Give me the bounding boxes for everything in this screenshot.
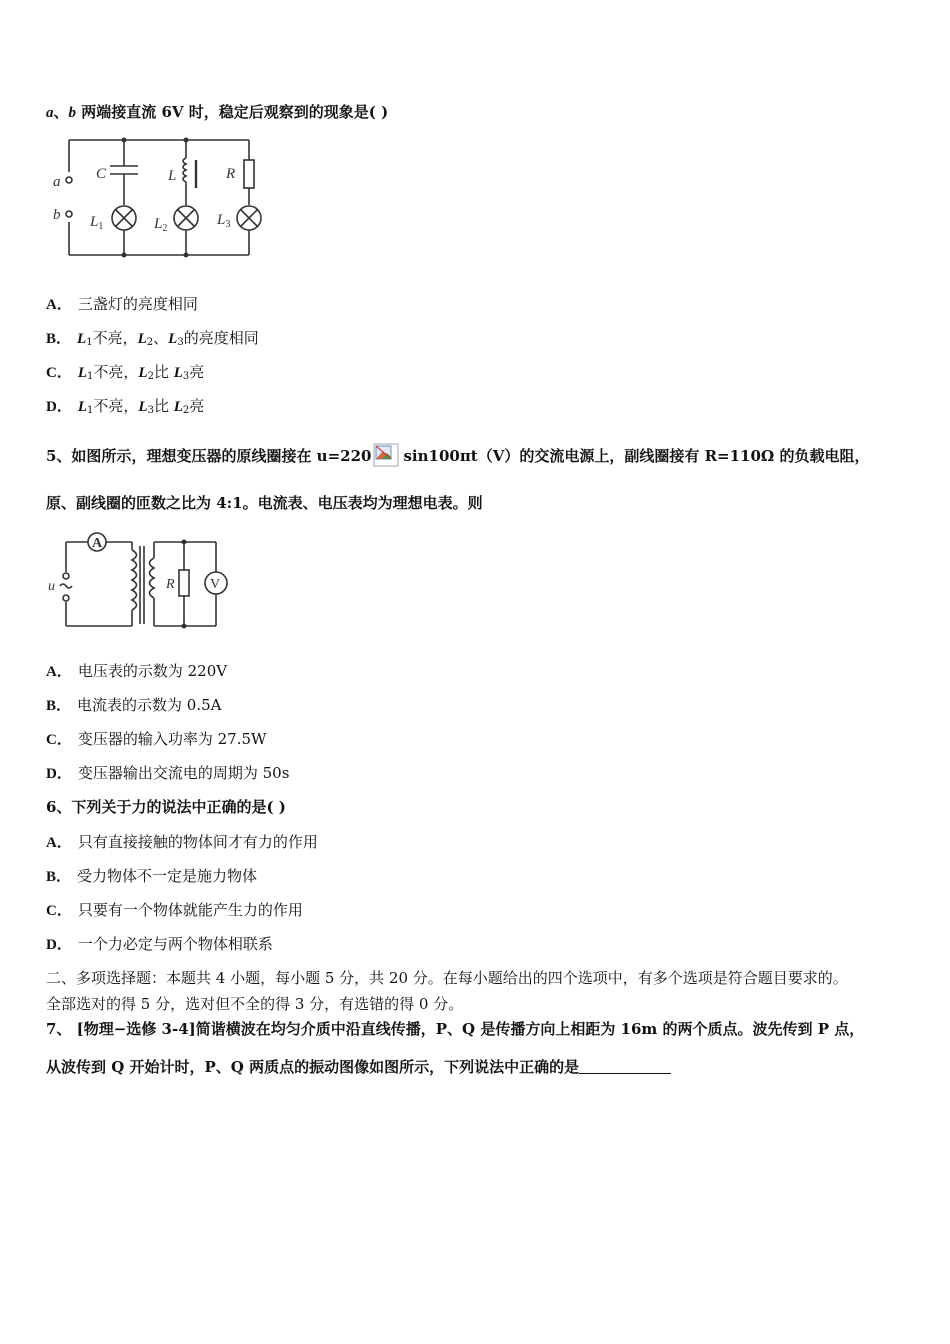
q4-stem xyxy=(46,102,388,123)
q6-option-d: D． 一个力必定与两个物体相联系 xyxy=(46,935,273,953)
q5-option-c: C． 变压器的输入功率为 27.5W xyxy=(46,730,267,748)
q4-option-d: D． $L_1$不亮，$L_3$比 $L_2$亮 xyxy=(46,397,205,416)
q5-option-a: A． 电压表的示数为 220V xyxy=(46,662,228,680)
q5-ammeter-label: A xyxy=(92,536,103,551)
q7-stem-line1: 7、 [物理−选修 3-4]简谐横波在均匀介质中沿直线传播，P、Q 是传播方向上相距为 16m 的两个质点。波先传到 P 点， xyxy=(46,1020,865,1038)
q4-var-b: b xyxy=(68,105,77,121)
q4-lamp2-label: $L_2$ xyxy=(154,216,168,234)
q6-option-b: B． 受力物体不一定是施力物体 xyxy=(46,867,258,885)
q5-stem-line2: 原、副线圈的匝数之比为 4:1。电流表、电压表均为理想电表。则 xyxy=(46,494,483,512)
q4-terminal-b-label: b xyxy=(53,207,61,223)
section2-instructions-line2: 全部选对的得 5 分，选对但不全的得 3 分，有选错的得 0 分。 xyxy=(46,995,464,1013)
q7-stem-line2: 从波传到 Q 开始计时，P、Q 两质点的振动图像如图所示，下列说法中正确的是 xyxy=(46,1057,671,1077)
q5-option-b: B． 电流表的示数为 0.5A xyxy=(46,696,222,714)
q4-option-a: A． 三盏灯的亮度相同 xyxy=(46,295,198,313)
section2-instructions-line1: 二、多项选择题：本题共 4 小题，每小题 5 分，共 20 分。在每小题给出的四个选项中，有多个选项是符合题目要求的。 xyxy=(46,969,848,987)
q4-stem-text: 两端接直流 6V 时，稳定后观察到的现象是( ) xyxy=(76,103,389,121)
q4-inductor-label: L xyxy=(168,168,177,184)
q4-var-a: a xyxy=(46,105,54,121)
q6-option-c: C． 只要有一个物体就能产生力的作用 xyxy=(46,901,303,919)
q4-lamp1-label: $L_1$ xyxy=(90,214,104,232)
q4-sep: 、 xyxy=(53,103,69,121)
q5-stem-line1: 5、如图所示，理想变压器的原线圈接在 u=220 sin100πt（V）的交流电源上，副线圈接有 R=110Ω 的负载电阻， xyxy=(46,443,870,467)
q5-resistor-label: R xyxy=(166,577,175,592)
q4-circuit-diagram xyxy=(44,132,274,262)
q5-source-label: u xyxy=(48,579,55,594)
q4-option-c: C． $L_1$不亮，$L_2$比 $L_3$亮 xyxy=(46,363,205,382)
q4-capacitor-label: C xyxy=(96,166,107,182)
q4-option-b: B． $L_1$不亮，$L_2$、$L_3$的亮度相同 xyxy=(46,329,259,348)
q4-lamp3-label: $L_3$ xyxy=(217,212,231,230)
q7-answer-blank[interactable] xyxy=(579,1059,671,1074)
broken-image-icon xyxy=(373,443,399,467)
q4-resistor-label: R xyxy=(226,166,236,182)
q5-option-d: D． 变压器输出交流电的周期为 50s xyxy=(46,764,290,782)
q5-transformer-diagram xyxy=(44,528,244,632)
q5-voltmeter-label: V xyxy=(210,577,221,592)
q6-stem: 6、下列关于力的说法中正确的是( ) xyxy=(46,798,286,816)
q6-option-a: A． 只有直接接触的物体间才有力的作用 xyxy=(46,833,318,851)
q4-terminal-a-label: a xyxy=(53,174,61,190)
